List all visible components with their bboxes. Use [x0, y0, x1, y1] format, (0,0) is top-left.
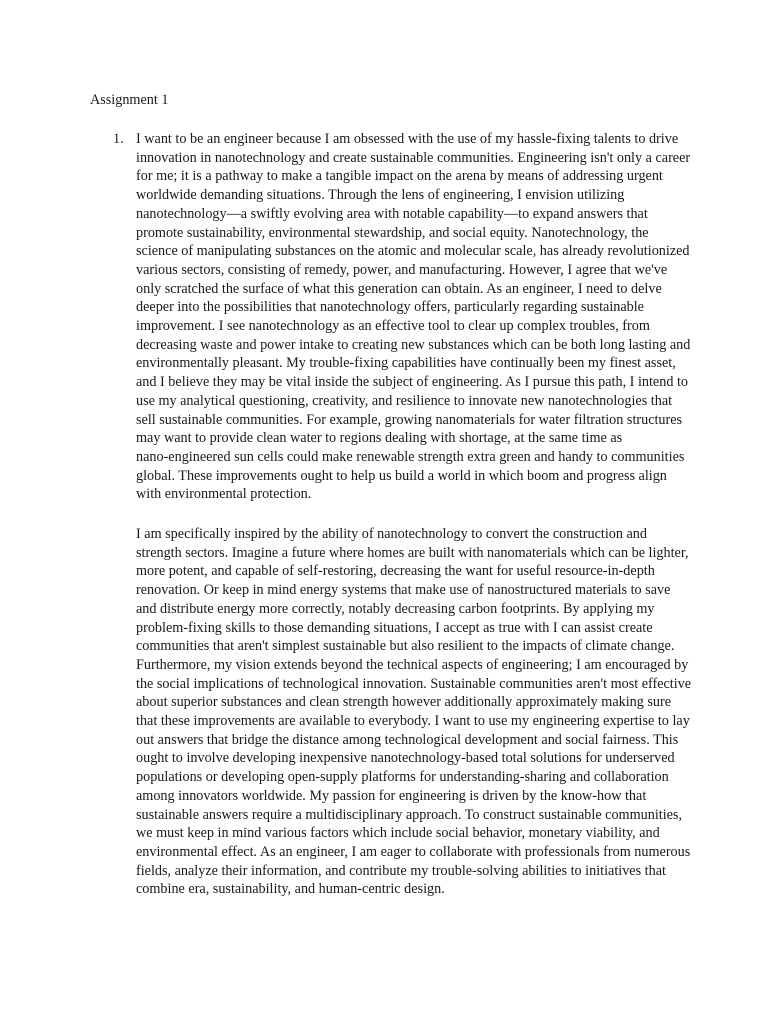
text-line: only scratched the surface of what this generation can obtain. As an engineer, I need to delve: [136, 280, 662, 297]
text-line: I am specifically inspired by the ability of nanotechnology to convert the construction and: [136, 526, 647, 542]
text-line: we must keep in mind various factors which include social behavior, monetary viability, and: [136, 825, 660, 842]
text-line: with environmental protection.: [136, 486, 312, 503]
text-line: about superior substances and clean strength however additionally approximately making sure: [136, 694, 672, 711]
text-line: and I believe they may be vital inside the subject of engineering. As I pursue this path, I intend to: [136, 374, 688, 391]
text-line: nano-engineered sun cells could make renewable strength extra green and handy to communities: [136, 448, 685, 465]
text-line: improvement. I see nanotechnology as an effective tool to clear up complex troubles, from: [136, 318, 650, 335]
text-line: sell sustainable communities. For example, growing nanomaterials for water filtration structures: [136, 411, 683, 428]
text-line: promote sustainability, environmental stewardship, and social equity. Nanotechnology, the: [136, 224, 649, 241]
text-line: and distribute energy more correctly, notably decreasing carbon footprints. By applying my: [136, 600, 655, 617]
text-line: among innovators worldwide. My passion for engineering is driven by the know-how that: [136, 787, 647, 804]
text-line: decreasing waste and power intake to creating new substances which can be both long lasting and: [136, 336, 691, 353]
text-line: global. These improvements ought to help us build a world in which boom and progress align: [136, 467, 667, 484]
text-line: populations or developing open-supply platforms for understanding-sharing and collaboration: [136, 769, 669, 786]
document-title: Assignment 1: [90, 92, 169, 108]
text-line: ought to involve developing inexpensive nanotechnology-based total solutions for underserved: [136, 750, 675, 767]
paragraph-2: [136, 525, 692, 899]
text-line: worldwide demanding situations. Through the lens of engineering, I envision utilizing: [136, 187, 625, 204]
text-line: use my analytical questioning, creativity, and resilience to innovate new nanotechnologies that: [136, 392, 673, 409]
text-line: science of manipulating substances on the atomic and molecular scale, has already revolutionized: [136, 243, 690, 260]
text-line: innovation in nanotechnology and create sustainable communities. Engineering isn't only a career: [136, 149, 691, 166]
text-line: strength sectors. Imagine a future where homes are built with nanomaterials which can be lighter,: [136, 544, 689, 561]
text-line: combine era, sustainability, and human-centric design.: [136, 881, 445, 898]
text-line: Furthermore, my vision extends beyond the technical aspects of engineering; I am encouraged by: [136, 656, 689, 673]
text-line: I want to be an engineer because I am obsessed with the use of my hassle-fixing talents to drive: [136, 131, 679, 147]
text-line: for me; it is a pathway to make a tangible impact on the arena by means of addressing urgent: [136, 168, 663, 185]
text-line: sustainable answers require a multidisciplinary approach. To construct sustainable communities,: [136, 806, 683, 823]
paragraph-1: [136, 130, 691, 504]
text-line: out answers that bridge the distance among technological development and social fairness. This: [136, 731, 679, 748]
text-line: may want to provide clean water to regions dealing with shortage, at the same time as: [136, 430, 623, 447]
text-line: environmentally pleasant. My trouble-fixing capabilities have continually been my finest asset,: [136, 355, 676, 372]
text-line: fields, analyze their information, and contribute my trouble-solving abilities to initiatives that: [136, 862, 666, 879]
text-line: renovation. Or keep in mind energy systems that make use of nanostructured materials to save: [136, 582, 671, 599]
text-line: various sectors, consisting of remedy, power, and manufacturing. However, I agree that we've: [136, 261, 668, 278]
text-line: environmental effect. As an engineer, I am eager to collaborate with professionals from numerous: [136, 843, 691, 860]
text-line: the social implications of technological innovation. Sustainable communities aren't most effective: [136, 675, 692, 692]
text-line: more potent, and capable of self-restoring, decreasing the want for useful resource-in-depth: [136, 563, 655, 580]
text-line: that these improvements are available to everybody. I want to use my engineering expertise to lay: [136, 713, 690, 730]
text-line: problem-fixing skills to those demanding situations, I accept as true with I can assist create: [136, 619, 653, 636]
text-line: nanotechnology—a swiftly evolving area with notable capability—to expand answers that: [136, 205, 648, 222]
list-number: 1.: [113, 131, 124, 147]
text-line: communities that aren't simplest sustainable but also resilient to the impacts of climate change.: [136, 638, 675, 655]
text-line: deeper into the possibilities that nanotechnology offers, particularly regarding sustainable: [136, 299, 644, 316]
